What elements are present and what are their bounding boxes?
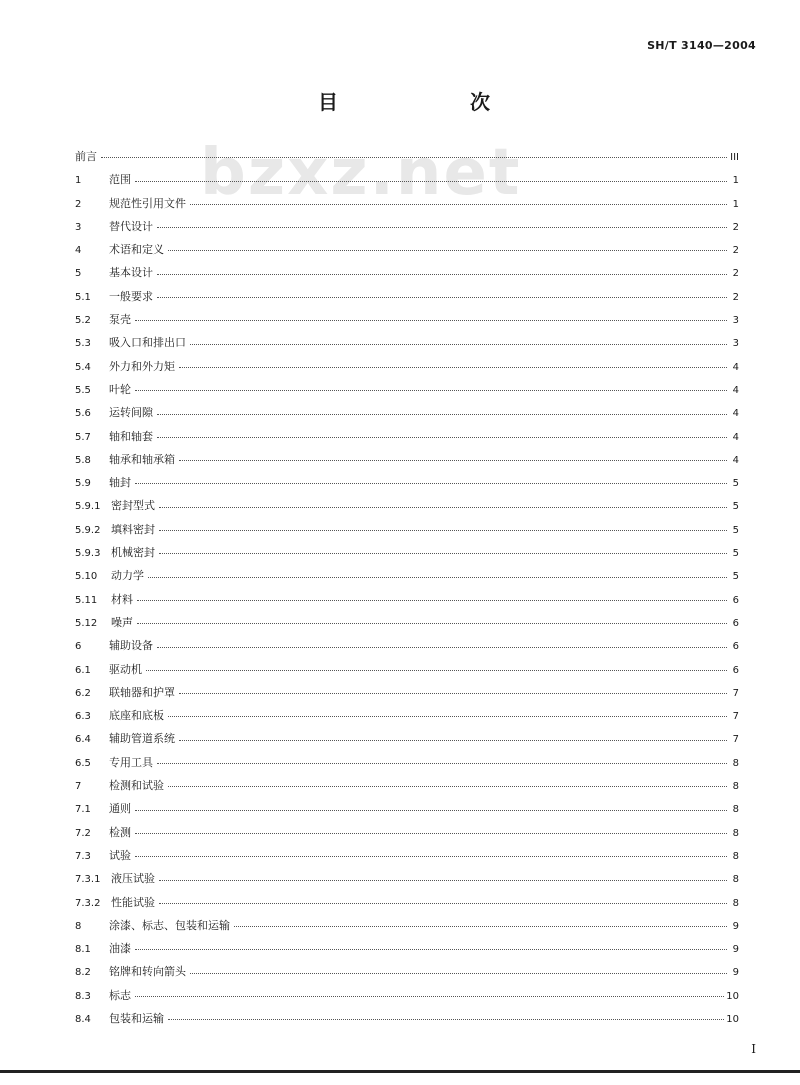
toc-entry-title: 检测和试验 [109,779,164,793]
toc-entry[interactable] [75,960,739,983]
toc-entry-number: 8.4 [75,1013,91,1025]
toc-entry-title: 机械密封 [111,546,155,560]
toc-entry-page: 9 [732,920,739,932]
toc-entry[interactable] [75,355,739,378]
toc-entry-page: 2 [732,221,739,233]
toc-entry-title: 辅助管道系统 [109,732,175,746]
toc-entry[interactable] [75,448,739,471]
toc-leader-dots [157,647,727,648]
toc-entry-title: 轴和轴套 [109,429,153,443]
toc-entry-number: 5.3 [75,338,91,350]
toc-entry[interactable] [75,541,739,564]
toc-leader-dots [135,949,727,950]
toc-entry[interactable] [75,564,739,587]
toc-leader-dots [179,740,727,741]
toc-entry[interactable] [75,937,739,960]
toc-leader-dots [135,390,727,391]
toc-entry-number: 7.1 [75,804,91,816]
toc-entry-title: 检测 [109,825,131,839]
toc-entry-title: 包装和运输 [109,1011,164,1025]
toc-entry-page: 7 [732,711,739,723]
toc-entry[interactable] [75,145,739,168]
toc-entry-title: 试验 [109,848,131,862]
toc-leader-dots [135,833,727,834]
toc-entry-title: 叶轮 [109,382,131,396]
toc-entry[interactable] [75,285,739,308]
toc-entry[interactable] [75,331,739,354]
toc-entry-title: 专用工具 [109,755,153,769]
toc-entry-page: 9 [732,944,739,956]
toc-entry-number: 7.3.2 [75,897,101,909]
toc-entry-page: 2 [732,268,739,280]
toc-entry[interactable] [75,261,739,284]
toc-leader-dots [157,437,727,438]
toc-entry-title: 铭牌和转向箭头 [109,965,186,979]
toc-entry[interactable] [75,634,739,657]
toc-entry-title: 填料密封 [111,522,155,536]
toc-entry[interactable] [75,774,739,797]
toc-entry[interactable] [75,797,739,820]
toc-entry-number: 8 [75,920,82,932]
toc-entry[interactable] [75,611,739,634]
toc-entry-number: 7.2 [75,827,91,839]
toc-entry-page: 2 [732,291,739,303]
toc-entry-title: 规范性引用文件 [109,196,186,210]
toc-leader-dots [168,250,727,251]
toc-leader-dots [179,693,727,694]
toc-entry-title: 噪声 [111,615,133,629]
toc-leader-dots [135,320,727,321]
toc-entry[interactable] [75,518,739,541]
toc-leader-dots [157,763,727,764]
toc-entry-title: 吸入口和排出口 [109,336,186,350]
toc-entry-number: 5.10 [75,571,98,583]
toc-leader-dots [146,670,727,671]
toc-entry-title: 泵壳 [109,313,131,327]
toc-entry-number: 5.1 [75,291,91,303]
toc-entry[interactable] [75,168,739,191]
toc-entry-title: 轴承和轴承箱 [109,452,175,466]
toc-entry[interactable] [75,425,739,448]
toc-entry-title: 标志 [109,988,131,1002]
toc-entry-page: 8 [732,757,739,769]
toc-entry[interactable] [75,984,739,1007]
toc-entry[interactable] [75,494,739,517]
toc-entry-page: 7 [732,734,739,746]
toc-entry-title: 液压试验 [111,872,155,886]
toc-entry-title: 前言 [75,150,97,163]
toc-leader-dots [157,414,727,415]
toc-entry-page: 6 [732,641,739,653]
toc-entry[interactable] [75,1007,739,1030]
toc-entry-number: 5.12 [75,617,98,629]
toc-entry[interactable] [75,681,739,704]
toc-entry[interactable] [75,867,739,890]
toc-entry-page: 8 [732,897,739,909]
toc-entry-number: 6.3 [75,711,91,723]
title-char-1: 目 [318,90,338,114]
toc-leader-dots [159,903,727,904]
toc-leader-dots [168,716,727,717]
toc-entry-number: 6.2 [75,687,91,699]
toc-entry[interactable] [75,914,739,937]
toc-entry-page: 8 [732,874,739,886]
toc-entry-page: 3 [732,338,739,350]
toc-entry-page: 1 [732,175,739,187]
toc-entry-page: 5 [732,571,739,583]
toc-entry-title: 基本设计 [109,266,153,280]
toc-entry[interactable] [75,308,739,331]
toc-leader-dots [135,856,727,857]
toc-entry-number: 5.4 [75,361,91,373]
toc-entry-title: 密封型式 [111,499,155,513]
toc-entry-title: 轴封 [109,476,131,490]
toc-entry-page: 4 [732,384,739,396]
toc-entry-number: 7.3.1 [75,874,101,886]
toc-entry-number: 5.9.3 [75,548,101,560]
toc-leader-dots [179,460,727,461]
toc-entry-number: 5.8 [75,454,91,466]
toc-entry-number: 5.9 [75,478,91,490]
toc-entry-number: 5.7 [75,431,91,443]
toc-entry-title: 一般要求 [109,289,153,303]
toc-entry-page: 5 [732,501,739,513]
page-number: I [751,1042,756,1056]
toc-entry-page: 3 [732,315,739,327]
title-char-2: 次 [470,90,490,114]
toc-entry-page: 8 [732,850,739,862]
toc-entry-number: 5 [75,268,82,280]
toc-entry-page: 4 [732,361,739,373]
toc-entry-title: 底座和底板 [109,709,164,723]
toc-entry-title: 涂漆、标志、包装和运输 [109,918,230,932]
toc-entry-title: 范围 [109,173,131,187]
bottom-rule [0,1070,800,1073]
toc-entry-number: 8.3 [75,990,91,1002]
toc-entry-page: 1 [732,198,739,210]
toc-entry-number: 8.1 [75,944,91,956]
toc-leader-dots [179,367,727,368]
toc-entry-page: 2 [732,245,739,257]
toc-leader-dots [159,507,727,508]
toc-leader-dots [135,810,727,811]
standard-code: SH/T 3140—2004 [647,39,756,52]
toc-entry[interactable] [75,751,739,774]
toc-entry[interactable] [75,891,739,914]
toc-entry-number: 6.5 [75,757,91,769]
toc-leader-dots [159,880,727,881]
toc-entry-title: 术语和定义 [109,243,164,257]
toc-leader-dots [137,623,727,624]
toc-entry[interactable] [75,821,739,844]
toc-entry-number: 3 [75,221,82,233]
toc-leader-dots [168,1019,724,1020]
toc-entry-page: 5 [732,524,739,536]
toc-entry-page: 10 [726,1013,739,1025]
toc-entry-title: 辅助设备 [109,639,153,653]
toc-entry[interactable] [75,704,739,727]
toc-leader-dots [159,530,727,531]
toc-entry-page: 6 [732,594,739,606]
toc-entry[interactable] [75,215,739,238]
toc-entry[interactable] [75,727,739,750]
toc-entry[interactable] [75,238,739,261]
toc-entry-number: 2 [75,198,82,210]
toc-entry-title: 驱动机 [109,662,142,676]
toc-entry-page: 8 [732,827,739,839]
toc-entry-title: 动力学 [111,569,144,583]
toc-entry-number: 6.1 [75,664,91,676]
toc-entry-page: 4 [732,454,739,466]
toc-leader-dots [168,786,727,787]
toc-entry-page: 10 [726,990,739,1002]
toc-entry-number: 8.2 [75,967,91,979]
table-of-contents [75,145,739,1030]
toc-entry-number: 5.6 [75,408,91,420]
toc-entry-title: 替代设计 [109,219,153,233]
toc-leader-dots [157,227,727,228]
toc-entry-page: 5 [732,548,739,560]
toc-entry-number: 7 [75,781,82,793]
watermark: bzxz.net [200,136,522,210]
toc-entry-number: 4 [75,245,82,257]
toc-entry[interactable] [75,401,739,424]
toc-entry-page: 6 [732,664,739,676]
toc-leader-dots [135,181,727,182]
toc-leader-dots [135,996,724,997]
toc-leader-dots [135,483,727,484]
toc-entry-page: III [730,152,739,163]
toc-entry[interactable] [75,378,739,401]
toc-entry-number: 6 [75,641,82,653]
toc-entry-title: 材料 [111,592,133,606]
toc-entry-number: 5.11 [75,594,98,606]
toc-entry-number: 6.4 [75,734,91,746]
toc-entry-title: 外力和外力矩 [109,359,175,373]
toc-entry-page: 7 [732,687,739,699]
toc-entry-number: 5.5 [75,384,91,396]
toc-entry[interactable] [75,658,739,681]
toc-entry-page: 8 [732,781,739,793]
toc-entry-page: 8 [732,804,739,816]
toc-entry-number: 5.2 [75,315,91,327]
toc-leader-dots [137,600,727,601]
toc-leader-dots [234,926,727,927]
toc-entry-title: 性能试验 [111,895,155,909]
toc-entry[interactable] [75,192,739,215]
toc-entry-number: 5.9.2 [75,524,101,536]
toc-entry-page: 9 [732,967,739,979]
toc-leader-dots [157,297,727,298]
toc-entry[interactable] [75,471,739,494]
toc-leader-dots [159,553,727,554]
toc-leader-dots [190,973,727,974]
toc-entry[interactable] [75,588,739,611]
toc-entry-page: 4 [732,408,739,420]
toc-entry-page: 4 [732,431,739,443]
toc-entry[interactable] [75,844,739,867]
toc-leader-dots [190,204,727,205]
toc-leader-dots [148,577,727,578]
toc-entry-page: 5 [732,478,739,490]
toc-leader-dots [157,274,727,275]
toc-entry-number: 5.9.1 [75,501,101,513]
toc-entry-title: 通则 [109,802,131,816]
toc-entry-number: 7.3 [75,850,91,862]
toc-entry-number: 1 [75,175,82,187]
toc-entry-title: 油漆 [109,942,131,956]
toc-entry-title: 联轴器和护罩 [109,685,175,699]
toc-entry-title: 运转间隙 [109,406,153,420]
toc-entry-page: 6 [732,617,739,629]
toc-leader-dots [190,344,727,345]
toc-leader-dots [101,157,727,158]
